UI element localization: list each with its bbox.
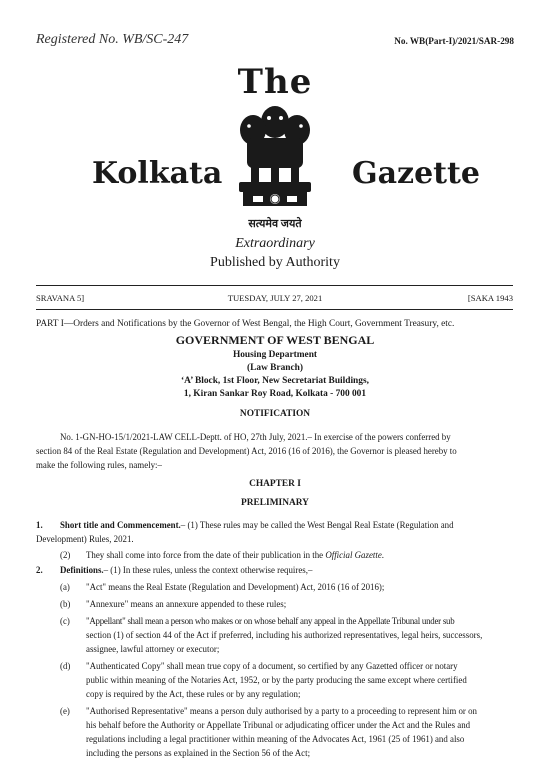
masthead-the: The bbox=[237, 62, 313, 102]
saka-year: [SAKA 1943 bbox=[467, 293, 513, 303]
divider-bottom bbox=[36, 309, 513, 310]
masthead-kolkata: Kolkata bbox=[92, 156, 223, 191]
extraordinary-label: Extraordinary bbox=[235, 236, 315, 251]
address-line-2: 1, Kiran Sankar Roy Road, Kolkata - 700 001 bbox=[183, 389, 367, 399]
official-gazette-term: Official Gazette bbox=[325, 550, 382, 560]
emblem-motto: सत्यमेव जयते bbox=[248, 218, 302, 230]
part-heading: PART I—Orders and Notifications by the Governor of West Bengal, the High Court, Government Treasury, etc. bbox=[36, 319, 455, 329]
rule-1-sub-2-line: They shall come into force from the date of their publication in the bbox=[86, 550, 324, 560]
definition-b-line-1: "Annexure" means an annexure appended to these rules; bbox=[86, 599, 287, 609]
definition-d-line-1: "Authenticated Copy" shall mean true copy of a document, so certified by any Gazetted officer or notary bbox=[86, 661, 458, 671]
branch-name: (Law Branch) bbox=[247, 363, 303, 373]
rule-1-line-2: Development) Rules, 2021. bbox=[36, 534, 134, 544]
date-saka-month: SRAVANA 5] bbox=[36, 293, 85, 303]
rule-2-text bbox=[60, 563, 312, 577]
chapter-number: CHAPTER I bbox=[249, 479, 301, 489]
published-by-authority: Published by Authority bbox=[210, 255, 340, 270]
rule-1-number: 1. bbox=[36, 520, 43, 530]
chapter-title: PRELIMINARY bbox=[241, 498, 309, 508]
definition-c-label: (c) bbox=[60, 616, 70, 626]
rule-1-line-1: – (1) These rules may be called the West Bengal Real Estate (Regulation and bbox=[180, 520, 454, 530]
rule-1-text bbox=[60, 518, 516, 532]
definition-e-line-2: his behalf before the Authority or Appellate Tribunal or adjudicating officer under the Act and the Rules and bbox=[86, 720, 471, 730]
notification-line-1: No. 1-GN-HO-15/1/2021-LAW CELL-Deptt. of HO, 27th July, 2021.– In exercise of the powers conferred by bbox=[60, 432, 451, 442]
government-name: GOVERNMENT OF WEST BENGAL bbox=[175, 333, 375, 347]
definition-c-line-2: section (1) of section 44 of the Act if preferred, including his authorized representatives, legal heirs, successors, bbox=[86, 630, 483, 640]
rule-1-sub-2-label: (2) bbox=[60, 550, 71, 560]
definition-a-line-1: "Act" means the Real Estate (Regulation and Development) Act, 2016 (16 of 2016); bbox=[86, 582, 385, 592]
gazette-number: No. WB(Part-I)/2021/SAR-298 bbox=[394, 36, 514, 46]
state-emblem-icon bbox=[225, 100, 325, 218]
definition-d-line-3: copy is required by the Act, these rules or by any regulation; bbox=[86, 689, 301, 699]
registration-number: Registered No. WB/SC-247 bbox=[36, 32, 189, 47]
notification-heading: NOTIFICATION bbox=[239, 409, 311, 419]
definition-e-line-4: including the persons as explained in the Section 56 of the Act; bbox=[86, 748, 311, 758]
definition-e-label: (e) bbox=[60, 706, 70, 716]
notification-line-2: section 84 of the Real Estate (Regulation and Development) Act, 2016 (16 of 2016), the Governor is pleased hereby to bbox=[36, 446, 457, 456]
rule-1-sub-2-text: They shall come into force from the date of their publication in the Official Gazette. bbox=[86, 550, 384, 560]
definition-e-line-1: "Authorised Representative" means a person duly authorised by a party to a proceeding to represent him or on bbox=[86, 706, 477, 716]
definition-c-line-3: assignee, lawful attorney or executor; bbox=[86, 644, 220, 654]
divider-top bbox=[36, 285, 513, 286]
definition-d-line-2: public within meaning of the Notaries Act, 1952, or by the party producing the same except where certified bbox=[86, 675, 467, 685]
definition-d-label: (d) bbox=[60, 661, 71, 671]
definition-e-line-3: regulations including a legal practitioner within meaning of the Advocates Act, 1961 (25 of 1961) and also bbox=[86, 734, 465, 744]
address-line-1: ‘A’ Block, 1st Floor, New Secretariat Buildings, bbox=[181, 376, 369, 386]
definition-a-label: (a) bbox=[60, 582, 70, 592]
rule-2-heading: Definitions. bbox=[60, 565, 104, 575]
notification-line-3: make the following rules, namely:– bbox=[36, 460, 162, 470]
masthead-gazette: Gazette bbox=[352, 156, 480, 191]
rule-2-line: – (1) In these rules, unless the context otherwise requires,– bbox=[103, 565, 313, 575]
definition-b-label: (b) bbox=[60, 599, 71, 609]
department-name: Housing Department bbox=[232, 350, 318, 360]
rule-1-heading: Short title and Commencement. bbox=[60, 520, 181, 530]
rule-2-number: 2. bbox=[36, 565, 43, 575]
issue-date: TUESDAY, JULY 27, 2021 bbox=[227, 293, 323, 303]
definition-c-line-1: "Appellant" shall mean a person who makes or on whose behalf any appeal in the Appellate Tribunal under sub bbox=[86, 616, 455, 626]
